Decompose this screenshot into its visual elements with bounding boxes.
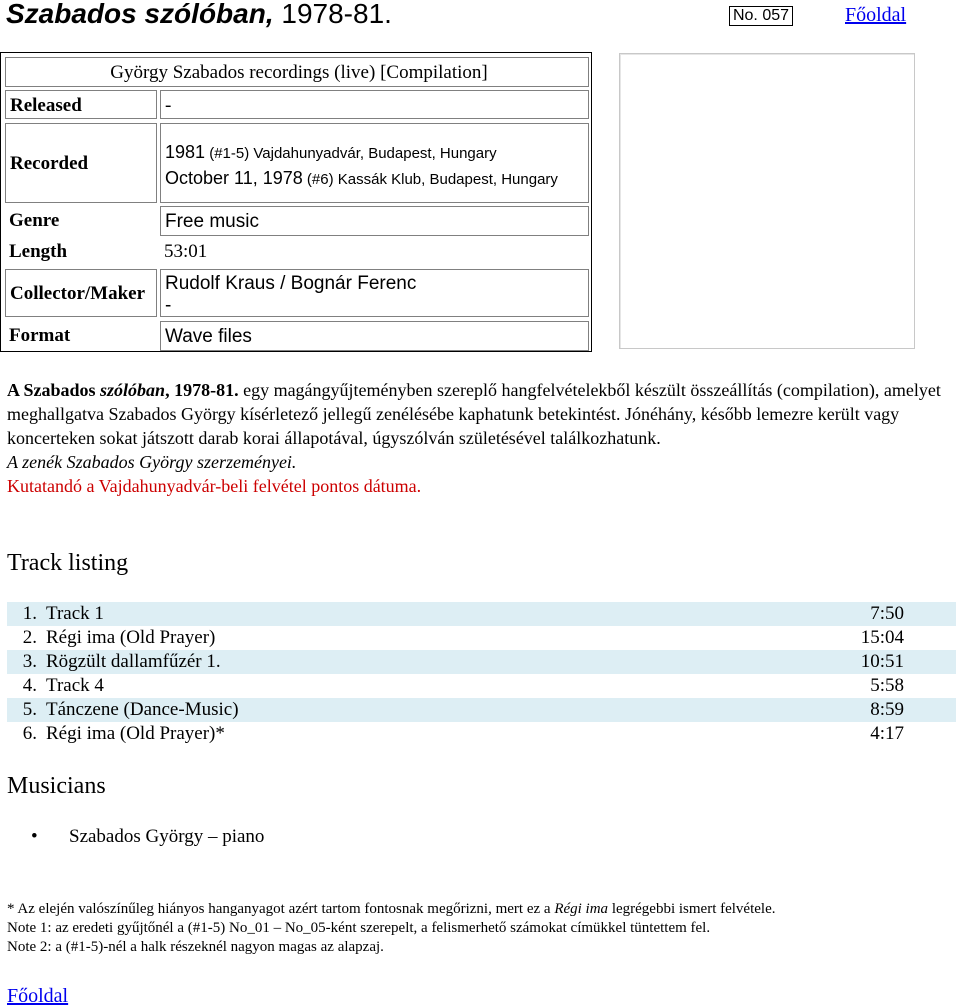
track-listing-heading: Track listing [7,550,129,576]
recorded-value [160,123,589,203]
recorded-label: Recorded [5,123,157,203]
footnote-2: Note 2: a (#1-5)-nél a halk részeknél nagyon magas az alapzaj. [7,939,384,955]
track-number: 5. [22,699,37,720]
recorded-venue-1: (#1-5) Vajdahunyadvár, Budapest, Hungary [205,145,497,162]
track-duration: 7:50 [870,603,904,624]
track-duration: 5:58 [870,675,904,696]
description-research-note: Kutatandó a Vajdahunyadvár-beli felvétel pontos dátuma. [7,476,422,496]
description-lead-b: szólóban [100,380,166,400]
track-title: Track 4 [46,675,104,696]
track-number: 6. [22,723,37,744]
track-row [7,626,956,650]
musician-entry: Szabados György – piano [69,826,265,847]
track-number: 4. [22,675,37,696]
length-value: 53:01 [164,241,208,262]
track-duration: 4:17 [870,723,904,744]
home-link-bottom[interactable]: Főoldal [7,985,69,1007]
genre-label: Genre [9,210,60,231]
footnote-star-text: * Az elején valószínűleg hiányos hanganyagot azért tartom fontosnak megőrizni, mert ez a [7,901,555,917]
footnote-1: Note 1: az eredeti gyűjtőnél a (#1-5) No_01 – No_05-ként szerepelt, a felismerhető számokat címükkel tüntettem fel. [7,920,711,936]
album-info-table [0,52,592,352]
album-description [7,378,952,498]
track-list [7,602,956,746]
footnote-star-italic: Régi ima [554,901,609,917]
track-title: Régi ima (Old Prayer)* [46,723,225,744]
description-lead-c: , 1978-81. [165,380,239,400]
track-title: Track 1 [46,603,104,624]
track-row [7,698,956,722]
released-value: - [160,90,589,119]
description-text: egy magángyűjteményben szereplő hangfelvételekből készült összeállítás (compilation), amelyet meghallgatva Szabados György kísérletező jellegű zenélésébe kaphatunk betekintést. Jónéhány, később lemezre került vagy koncerteken sokat játszott darab korai állapotával, úgyszólván születésével találkozhatunk. [7,380,941,448]
track-row [7,650,956,674]
home-link-top[interactable]: Főoldal [845,4,907,26]
info-header: György Szabados recordings (live) [Compilation] [5,57,589,87]
released-label: Released [5,90,157,119]
track-row [7,602,956,626]
length-label: Length [9,241,68,262]
collector-label: Collector/Maker [5,269,157,317]
bullet-icon: • [31,826,38,847]
page-title-year: 1978-81. [273,0,392,29]
track-number: 1. [22,603,37,624]
collector-extra: - [165,295,172,316]
track-duration: 10:51 [860,651,904,672]
track-title: Régi ima (Old Prayer) [46,627,216,648]
track-row [7,722,956,746]
recorded-year: 1981 [165,142,206,162]
track-row [7,674,956,698]
description-composer-note: A zenék Szabados György szerzeményei. [7,452,297,472]
page-title [6,0,392,30]
description-lead [7,380,239,400]
track-duration: 8:59 [870,699,904,720]
cover-image-placeholder [619,53,915,349]
track-number: 2. [22,627,37,648]
track-title: Tánczene (Dance-Music) [46,699,239,720]
format-value: Wave files [160,321,589,351]
track-duration: 15:04 [860,627,904,648]
recorded-venue-2: (#6) Kassák Klub, Budapest, Hungary [302,171,558,188]
footnote-star-suffix: legrégebbi ismert felvétele. [608,901,776,917]
collector-names: Rudolf Kraus / Bognár Ferenc [165,273,417,294]
page-title-italic: Szabados szólóban, [6,0,274,29]
genre-value: Free music [160,206,589,236]
musicians-heading: Musicians [7,773,106,799]
format-label: Format [9,325,71,346]
album-number-box: No. 057 [729,6,793,26]
footnotes [7,900,957,957]
footnote-star [7,900,957,919]
track-title: Rögzült dallamfűzér 1. [46,651,221,672]
collector-value [160,269,589,317]
recorded-date: October 11, 1978 [165,168,303,188]
description-lead-a: A Szabados [7,380,101,400]
track-number: 3. [22,651,37,672]
